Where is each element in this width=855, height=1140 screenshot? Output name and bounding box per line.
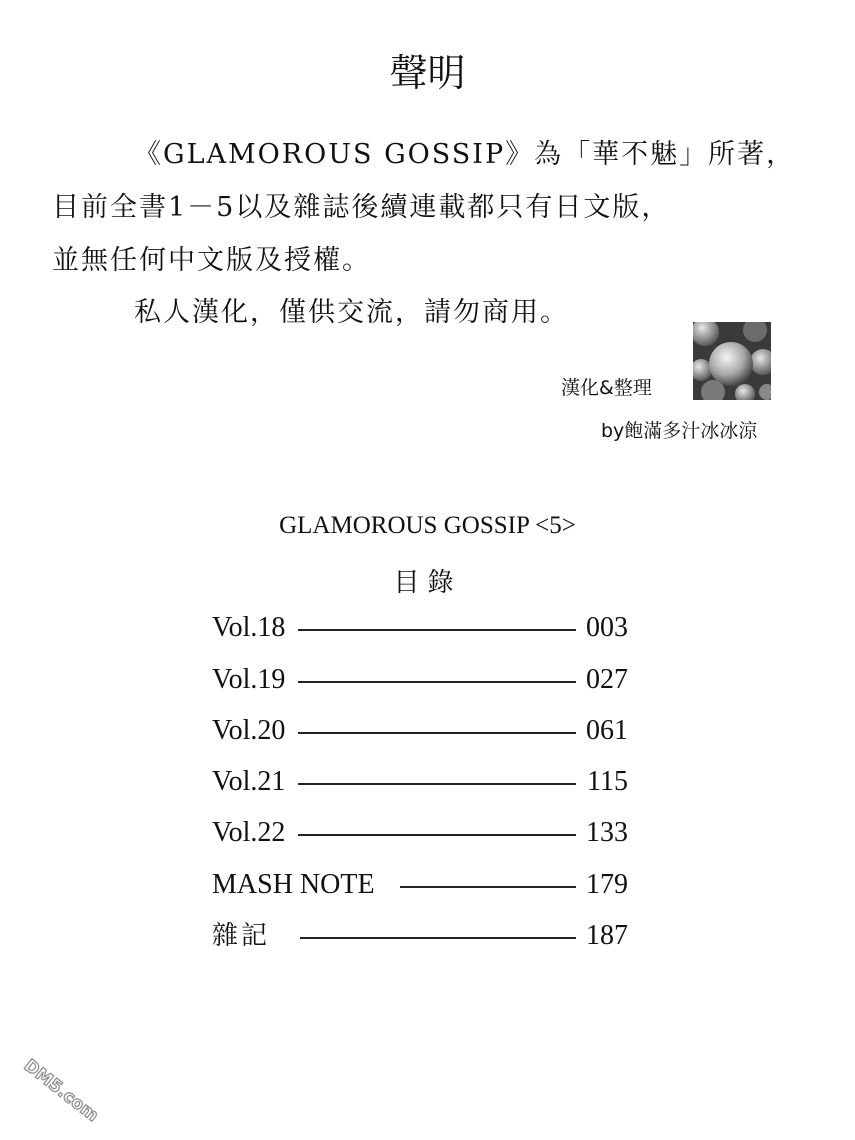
statement-title: 聲明	[389, 51, 466, 95]
toc-leader-line	[298, 783, 576, 785]
credit-by: by飽滿多汁冰冰涼	[601, 420, 758, 442]
toc-leader-line	[298, 732, 576, 734]
toc-label: MASH NOTE	[212, 869, 375, 900]
toc-leader-line	[298, 629, 576, 631]
toc-leader-line	[298, 681, 576, 683]
toc-row	[212, 817, 628, 853]
statement-line-1: 《GLAMOROUS GOSSIP》為「華不魅」所著，	[134, 139, 796, 170]
toc-row	[212, 715, 628, 751]
toc-page: 027	[586, 664, 628, 695]
watermark-text: DM5.com	[19, 1055, 103, 1127]
toc-page: 179	[586, 869, 628, 900]
statement-line-3: 並無任何中文版及授權。	[52, 245, 371, 276]
toc-row	[212, 869, 628, 905]
toc-label: Vol.21	[212, 766, 286, 797]
toc-row	[212, 664, 628, 700]
statement-line-2: 目前全書1－5以及雜誌後續連載都只有日文版，	[52, 192, 671, 223]
toc-leader-line	[400, 886, 576, 888]
toc-row	[212, 920, 628, 956]
toc-label: Vol.22	[212, 817, 286, 848]
toc-title: GLAMOROUS GOSSIP <5>	[279, 512, 576, 539]
toc-label: Vol.20	[212, 715, 286, 746]
toc-page: 115	[587, 766, 628, 797]
credit-role: 漢化&整理	[561, 377, 652, 399]
credit-photo	[693, 322, 771, 400]
toc-page: 133	[586, 817, 628, 848]
statement-line-4: 私人漢化，僅供交流，請勿商用。	[134, 297, 569, 328]
toc-leader-line	[300, 937, 576, 939]
toc-label: Vol.18	[212, 612, 286, 643]
toc-page: 061	[586, 715, 628, 746]
toc-page: 003	[586, 612, 628, 643]
toc-leader-line	[298, 834, 576, 836]
toc-label: 雜記	[212, 921, 271, 951]
toc-row	[212, 766, 628, 802]
toc-row	[212, 612, 628, 648]
toc-heading: 目錄	[393, 568, 462, 598]
toc-page: 187	[586, 920, 628, 951]
dm5-watermark-logo	[14, 1048, 104, 1128]
toc-label: Vol.19	[212, 664, 286, 695]
